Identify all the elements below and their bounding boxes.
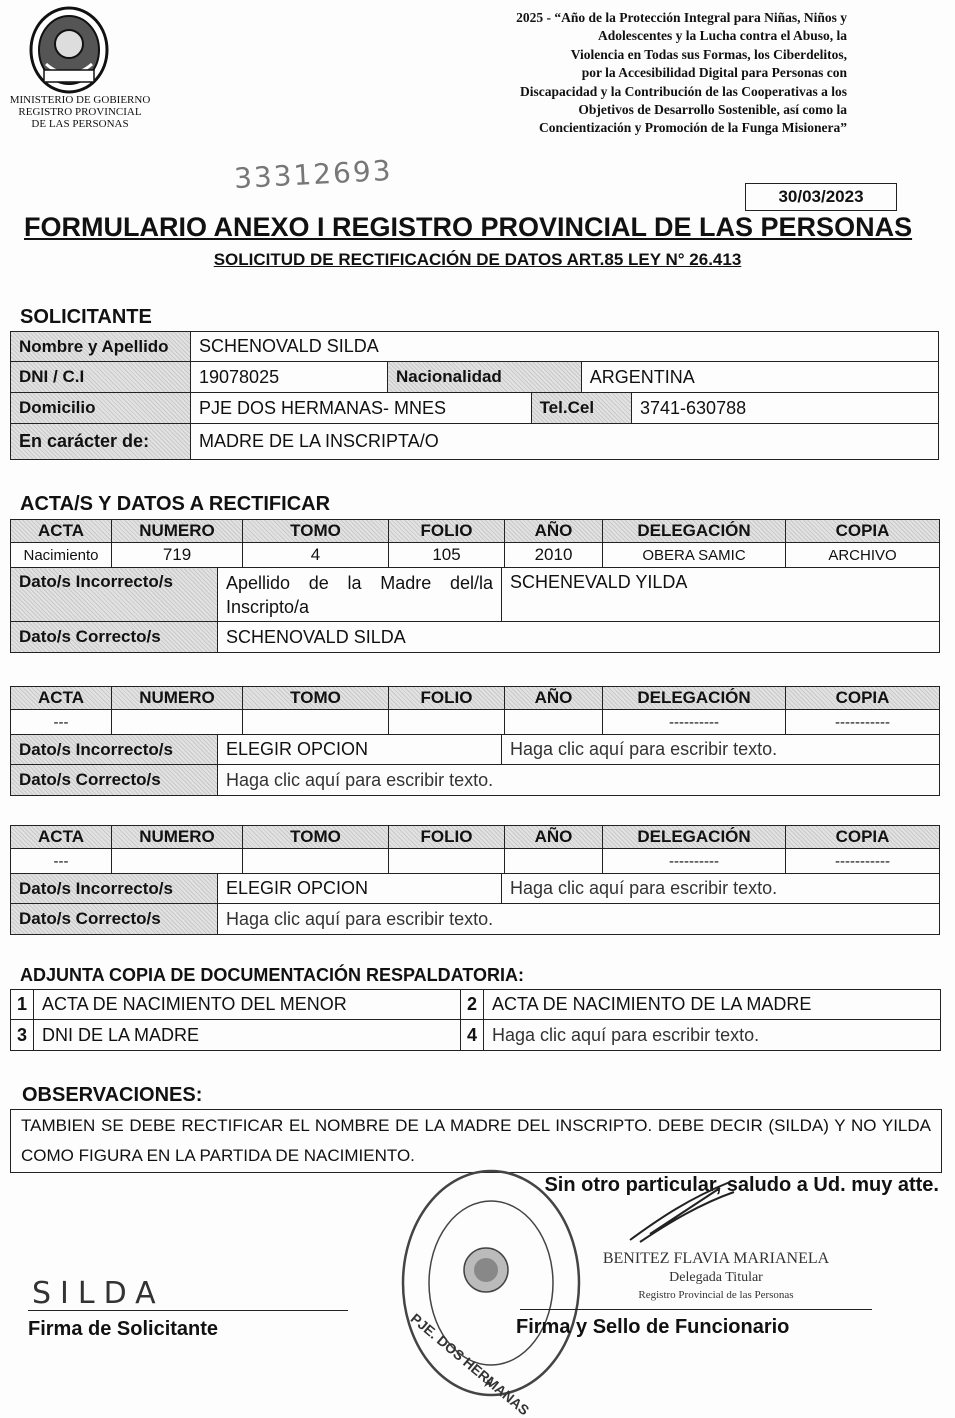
- doc-item-1[interactable]: ACTA DE NACIMIENTO DEL MENOR: [34, 990, 461, 1020]
- nombre-field[interactable]: SCHENOVALD SILDA: [191, 332, 939, 362]
- col-numero: NUMERO: [112, 826, 243, 849]
- actas-heading: ACTA/S Y DATOS A RECTIFICAR: [20, 493, 331, 515]
- incorrect-value-field[interactable]: SCHENEVALD YILDA: [502, 568, 940, 622]
- col-acta: ACTA: [11, 687, 112, 710]
- dni-field[interactable]: 19078025: [191, 362, 388, 393]
- folio-cell[interactable]: 105: [389, 543, 505, 568]
- nombre-label: Nombre y Apellido: [11, 332, 191, 362]
- copia-cell[interactable]: -----------: [786, 710, 940, 735]
- col-copia: COPIA: [786, 520, 940, 543]
- provincial-crest: [28, 6, 110, 94]
- col-numero: NUMERO: [112, 520, 243, 543]
- anio-cell[interactable]: 2010: [505, 543, 603, 568]
- ministry-block: [0, 94, 160, 130]
- ministry-line: REGISTRO PROVINCIAL: [18, 106, 142, 118]
- col-tomo: TOMO: [243, 520, 389, 543]
- incorrect-label: Dato/s Incorrecto/s: [11, 735, 218, 765]
- caracter-label: En carácter de:: [11, 424, 191, 460]
- observaciones-text: TAMBIEN SE DEBE RECTIFICAR EL NOMBRE DE LA MADRE DEL INSCRIPTO. DEBE DECIR (SILDA) Y NO YILDA COMO FIGURA EN LA PARTIDA DE NACIMIENTO.: [21, 1116, 931, 1165]
- ministry-line: DE LAS PERSONAS: [31, 118, 129, 130]
- page-subtitle: SOLICITUD DE RECTIFICACIÓN DE DATOS ART.85 LEY N° 26.413: [213, 250, 742, 269]
- nacionalidad-label: Nacionalidad: [388, 362, 582, 393]
- tel-field[interactable]: 3741-630788: [632, 393, 939, 424]
- col-copia: COPIA: [786, 687, 940, 710]
- anio-cell[interactable]: [505, 849, 603, 874]
- doc-number: 4: [461, 1020, 484, 1051]
- acta-block-2: [10, 686, 940, 796]
- acta-block-1: [10, 519, 940, 653]
- folio-cell[interactable]: [389, 849, 505, 874]
- funcionario-role: Delegada Titular: [669, 1270, 763, 1285]
- tomo-cell[interactable]: [243, 710, 389, 735]
- col-folio: FOLIO: [389, 520, 505, 543]
- col-tomo: TOMO: [243, 687, 389, 710]
- correct-value-field[interactable]: Haga clic aquí para escribir texto.: [218, 904, 940, 935]
- dni-label: DNI / C.I: [11, 362, 191, 393]
- delegacion-cell[interactable]: ----------: [603, 710, 786, 735]
- acta-cell[interactable]: ---: [11, 849, 112, 874]
- closing-text: Sin otro particular, saludo a Ud. muy atte.: [544, 1174, 939, 1196]
- solicitante-handwritten-signature: SILDA: [32, 1276, 165, 1311]
- incorrect-value-field[interactable]: Haga clic aquí para escribir texto.: [502, 874, 940, 904]
- col-acta: ACTA: [11, 520, 112, 543]
- correct-value-field[interactable]: SCHENOVALD SILDA: [218, 622, 940, 653]
- tomo-cell[interactable]: [243, 849, 389, 874]
- acta-cell[interactable]: Nacimiento: [11, 543, 112, 568]
- incorrect-label: Dato/s Incorrecto/s: [11, 568, 218, 622]
- col-numero: NUMERO: [112, 687, 243, 710]
- col-anio: AÑO: [505, 687, 603, 710]
- observaciones-field[interactable]: [10, 1109, 942, 1173]
- funcionario-stamp: [596, 1250, 836, 1301]
- date-box: [745, 183, 897, 211]
- ministry-line: MINISTERIO DE GOBIERNO: [9, 94, 151, 106]
- domicilio-field[interactable]: PJE DOS HERMANAS- MNES: [191, 393, 532, 424]
- col-tomo: TOMO: [243, 826, 389, 849]
- delegation-stamp: [398, 1165, 584, 1401]
- doc-number: 1: [11, 990, 34, 1020]
- anio-cell[interactable]: [505, 710, 603, 735]
- incorrect-field-select[interactable]: ELEGIR OPCION: [218, 735, 502, 765]
- motto-line: Objetivos de Desarrollo Sostenible, así como la: [578, 102, 847, 118]
- observaciones-heading: OBSERVACIONES:: [22, 1084, 203, 1106]
- doc-item-4[interactable]: Haga clic aquí para escribir texto.: [484, 1020, 941, 1051]
- doc-item-3[interactable]: DNI DE LA MADRE: [34, 1020, 461, 1051]
- doc-number: 3: [11, 1020, 34, 1051]
- motto-block: [327, 9, 847, 138]
- page-title: FORMULARIO ANEXO I REGISTRO PROVINCIAL DE LAS PERSONAS: [24, 212, 913, 242]
- date-value: 30/03/2023: [778, 187, 864, 206]
- correct-label: Dato/s Correcto/s: [11, 765, 218, 796]
- numero-cell[interactable]: [112, 710, 243, 735]
- adjunta-table: [10, 989, 941, 1051]
- handwritten-number: 33312693: [233, 153, 394, 196]
- funcionario-signature-scribble: [620, 1178, 740, 1248]
- solicitante-heading: SOLICITANTE: [20, 306, 152, 328]
- motto-line: Concientización y Promoción de la Funga Misionera”: [539, 120, 847, 136]
- col-folio: FOLIO: [389, 687, 505, 710]
- correct-value-field[interactable]: Haga clic aquí para escribir texto.: [218, 765, 940, 796]
- numero-cell[interactable]: 719: [112, 543, 243, 568]
- incorrect-field-select[interactable]: Apellido de la Madre del/la Inscripto/a: [218, 568, 502, 622]
- col-anio: AÑO: [505, 826, 603, 849]
- folio-cell[interactable]: [389, 710, 505, 735]
- motto-line: Adolescentes y la Lucha contra el Abuso, la: [597, 28, 847, 44]
- doc-number: 2: [461, 990, 484, 1020]
- domicilio-label: Domicilio: [11, 393, 191, 424]
- incorrect-field-select[interactable]: ELEGIR OPCION: [218, 874, 502, 904]
- col-delegacion: DELEGACIÓN: [603, 520, 786, 543]
- motto-line: Discapacidad y la Contribución de las Cooperativas a los: [519, 83, 847, 99]
- copia-cell[interactable]: ARCHIVO: [786, 543, 940, 568]
- col-copia: COPIA: [786, 826, 940, 849]
- motto-line: 2025 - “Año de la Protección Integral para Niñas, Niños y: [516, 10, 847, 25]
- col-delegacion: DELEGACIÓN: [603, 826, 786, 849]
- caracter-field[interactable]: MADRE DE LA INSCRIPTA/O: [191, 424, 939, 460]
- solicitante-signature-label: Firma de Solicitante: [28, 1318, 219, 1340]
- motto-line: por la Accesibilidad Digital para Personas con: [581, 65, 847, 81]
- delegacion-cell[interactable]: OBERA SAMIC: [603, 543, 786, 568]
- funcionario-signature-label: Firma y Sello de Funcionario: [516, 1316, 790, 1338]
- funcionario-signature-line: [520, 1309, 872, 1310]
- col-acta: ACTA: [11, 826, 112, 849]
- incorrect-value-field[interactable]: Haga clic aquí para escribir texto.: [502, 735, 940, 765]
- adjunta-heading: ADJUNTA COPIA DE DOCUMENTACIÓN RESPALDATORIA:: [20, 965, 524, 985]
- stamp-inner-text: PJE. DOS HERMANAS: [407, 1310, 533, 1418]
- acta-block-3: [10, 825, 940, 935]
- solicitante-table: [10, 331, 939, 460]
- col-folio: FOLIO: [389, 826, 505, 849]
- correct-label: Dato/s Correcto/s: [11, 904, 218, 935]
- incorrect-label: Dato/s Incorrecto/s: [11, 874, 218, 904]
- solicitante-signature-line: [28, 1310, 348, 1311]
- tel-label: Tel.Cel: [531, 393, 631, 424]
- funcionario-name: BENITEZ FLAVIA MARIANELA: [602, 1250, 830, 1267]
- delegacion-cell[interactable]: ----------: [603, 849, 786, 874]
- acta-cell[interactable]: ---: [11, 710, 112, 735]
- col-anio: AÑO: [505, 520, 603, 543]
- doc-item-2[interactable]: ACTA DE NACIMIENTO DE LA MADRE: [484, 990, 941, 1020]
- nacionalidad-field[interactable]: ARGENTINA: [581, 362, 938, 393]
- copia-cell[interactable]: -----------: [786, 849, 940, 874]
- col-delegacion: DELEGACIÓN: [603, 687, 786, 710]
- funcionario-org: Registro Provincial de las Personas: [638, 1289, 794, 1301]
- tomo-cell[interactable]: 4: [243, 543, 389, 568]
- numero-cell[interactable]: [112, 849, 243, 874]
- correct-label: Dato/s Correcto/s: [11, 622, 218, 653]
- motto-line: Violencia en Todas sus Formas, los Ciberdelitos,: [570, 46, 847, 62]
